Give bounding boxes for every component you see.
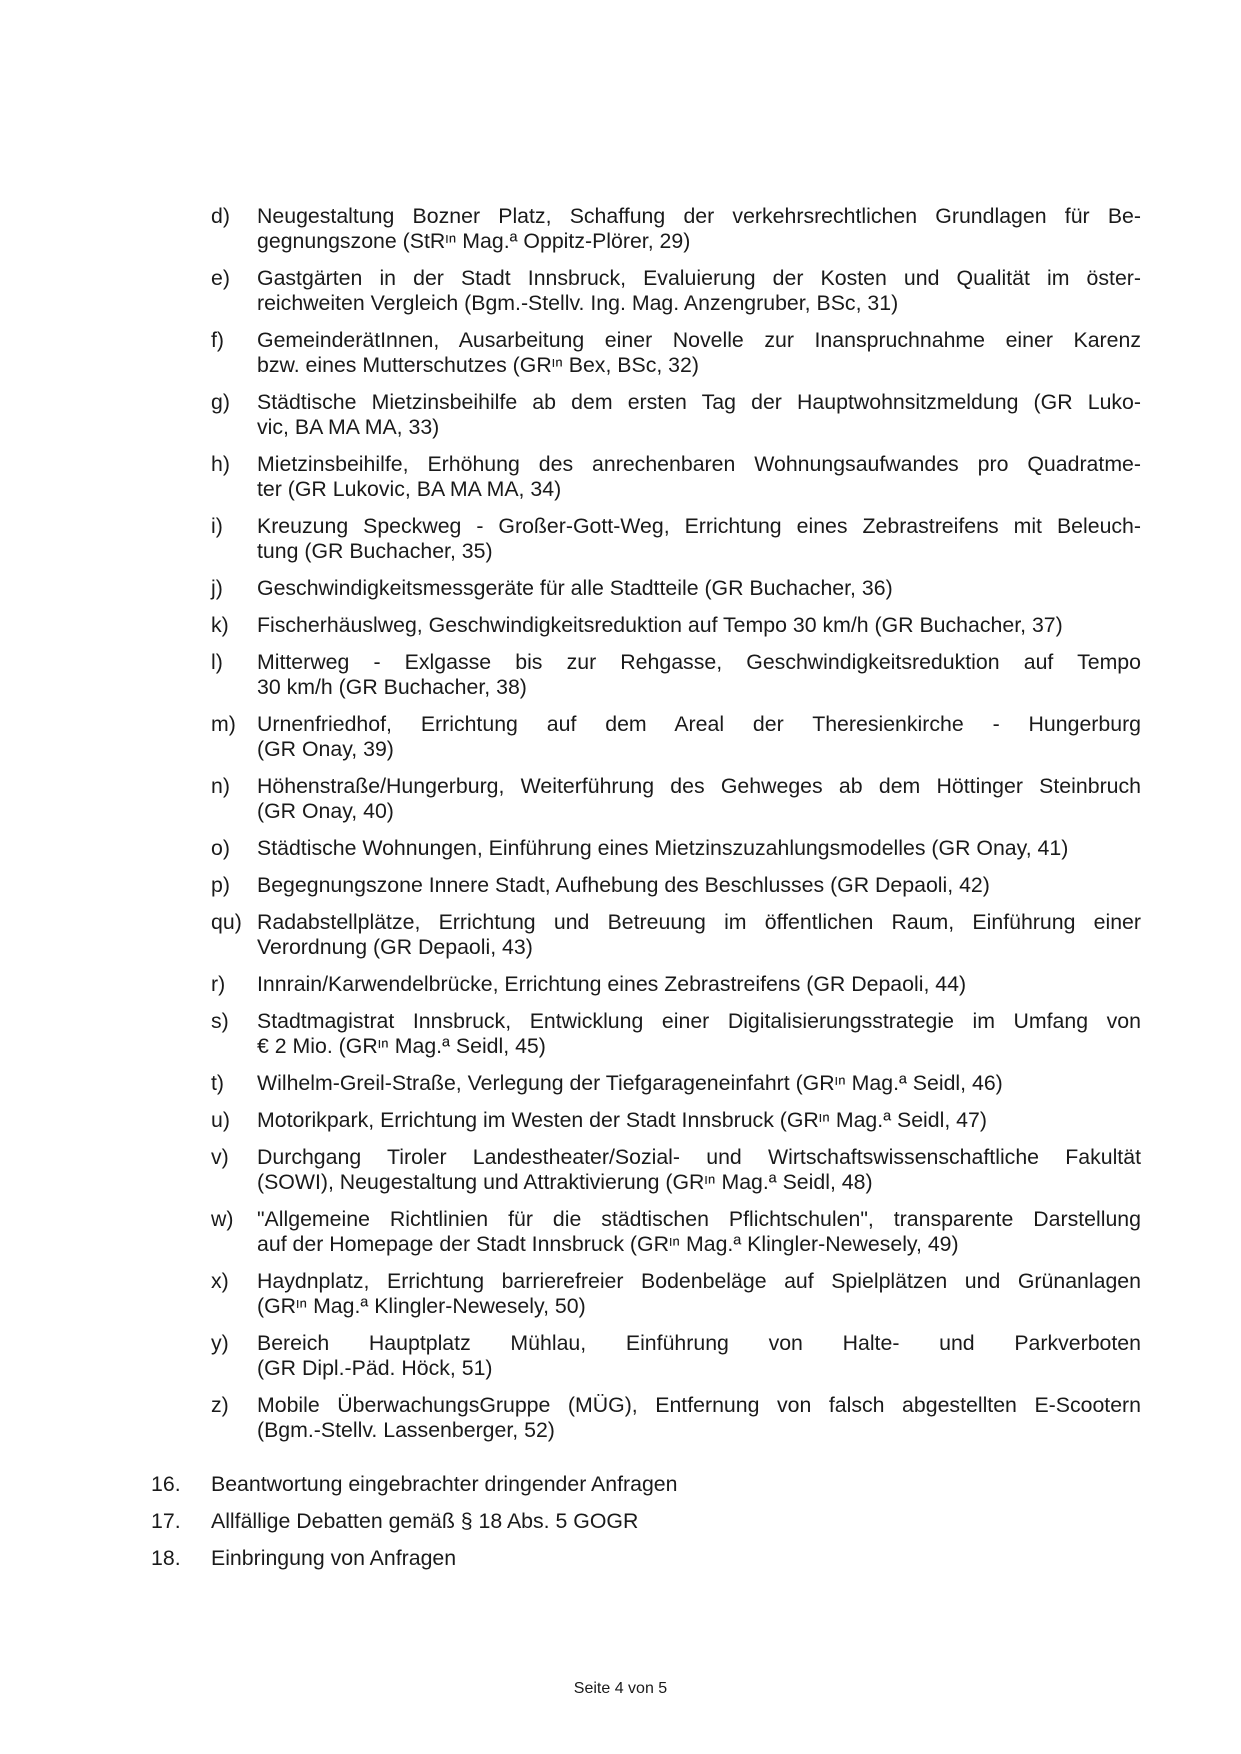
sub-item-line: "Allgemeine Richtlinien für die städtischen Pflichtschulen", transparente Darstellung — [257, 1207, 1141, 1231]
sub-item-line: bzw. eines Mutterschutzes (GRᶦⁿ Bex, BSc, 32) — [257, 353, 699, 377]
sub-item-text — [257, 1145, 1141, 1195]
sub-item-label: x) — [211, 1269, 229, 1293]
agenda-sub-item — [211, 514, 1141, 564]
sub-item-text — [257, 650, 1141, 700]
agenda-sub-item — [211, 910, 1141, 960]
agenda-sub-item — [211, 1009, 1141, 1059]
sub-item-label: e) — [211, 266, 230, 290]
agenda-sub-item-list — [211, 204, 1141, 1455]
sub-item-text — [257, 576, 1141, 601]
sub-item-label: o) — [211, 836, 230, 860]
sub-item-line: Neugestaltung Bozner Platz, Schaffung der verkehrsrechtlichen Grundlagen für Be- — [257, 204, 1141, 228]
sub-item-line: Stadtmagistrat Innsbruck, Entwicklung einer Digitalisierungsstrategie im Umfang von — [257, 1009, 1141, 1033]
agenda-main-item — [151, 1509, 1141, 1534]
agenda-sub-item — [211, 452, 1141, 502]
main-item-text: Einbringung von Anfragen — [211, 1546, 457, 1570]
sub-item-text — [257, 972, 1141, 997]
sub-item-text — [257, 452, 1141, 502]
sub-item-text — [257, 1331, 1141, 1381]
agenda-sub-item — [211, 1108, 1141, 1133]
sub-item-line: Verordnung (GR Depaoli, 43) — [257, 935, 533, 959]
sub-item-line: auf der Homepage der Stadt Innsbruck (GRᶦⁿ Mag.ª Klingler-Newesely, 49) — [257, 1232, 959, 1256]
main-item-number: 16. — [151, 1472, 181, 1496]
sub-item-label: m) — [211, 712, 236, 736]
sub-item-line: ter (GR Lukovic, BA MA MA, 34) — [257, 477, 562, 501]
sub-item-text — [257, 514, 1141, 564]
sub-item-line: Durchgang Tiroler Landestheater/Sozial- und Wirtschaftswissenschaftliche Fakultät — [257, 1145, 1141, 1169]
sub-item-line: Städtische Mietzinsbeihilfe ab dem ersten Tag der Hauptwohnsitzmeldung (GR Luko- — [257, 390, 1141, 414]
sub-item-line: GemeinderätInnen, Ausarbeitung einer Novelle zur Inanspruchnahme einer Karenz — [257, 328, 1141, 352]
sub-item-line: Mobile ÜberwachungsGruppe (MÜG), Entfernung von falsch abgestellten E-Scootern — [257, 1393, 1141, 1417]
sub-item-label: n) — [211, 774, 230, 798]
sub-item-line: (SOWI), Neugestaltung und Attraktivierung (GRᶦⁿ Mag.ª Seidl, 48) — [257, 1170, 873, 1194]
sub-item-line: (GRᶦⁿ Mag.ª Klingler-Newesely, 50) — [257, 1294, 586, 1318]
sub-item-line: (GR Onay, 40) — [257, 799, 394, 823]
sub-item-line: 30 km/h (GR Buchacher, 38) — [257, 675, 527, 699]
sub-item-line: Haydnplatz, Errichtung barrierefreier Bodenbeläge auf Spielplätzen und Grünanlagen — [257, 1269, 1141, 1293]
page-footer: Seite 4 von 5 — [573, 1680, 668, 1697]
agenda-sub-item — [211, 576, 1141, 601]
sub-item-label: qu) — [211, 910, 242, 934]
sub-item-label: h) — [211, 452, 230, 476]
sub-item-line: Bereich Hauptplatz Mühlau, Einführung von Halte- und Parkverboten — [257, 1331, 1141, 1355]
agenda-sub-item — [211, 836, 1141, 861]
sub-item-label: k) — [211, 613, 229, 637]
sub-item-text — [257, 1009, 1141, 1059]
agenda-sub-item — [211, 972, 1141, 997]
sub-item-text — [257, 1071, 1141, 1096]
sub-item-label: r) — [211, 972, 226, 996]
sub-item-line: Motorikpark, Errichtung im Westen der Stadt Innsbruck (GRᶦⁿ Mag.ª Seidl, 47) — [257, 1108, 987, 1132]
agenda-sub-item — [211, 1269, 1141, 1319]
agenda-sub-item — [211, 204, 1141, 254]
sub-item-line: vic, BA MA MA, 33) — [257, 415, 440, 439]
sub-item-label: w) — [211, 1207, 234, 1231]
sub-item-label: y) — [211, 1331, 229, 1355]
sub-item-line: Mietzinsbeihilfe, Erhöhung des anrechenbaren Wohnungsaufwandes pro Quadratme- — [257, 452, 1141, 476]
agenda-sub-item — [211, 390, 1141, 440]
sub-item-line: Innrain/Karwendelbrücke, Errichtung eines Zebrastreifens (GR Depaoli, 44) — [257, 972, 967, 996]
agenda-sub-item — [211, 1145, 1141, 1195]
sub-item-line: Fischerhäuslweg, Geschwindigkeitsreduktion auf Tempo 30 km/h (GR Buchacher, 37) — [257, 613, 1063, 637]
sub-item-line: (GR Onay, 39) — [257, 737, 394, 761]
sub-item-line: (GR Dipl.-Päd. Höck, 51) — [257, 1356, 493, 1380]
sub-item-line: Höhenstraße/Hungerburg, Weiterführung des Gehweges ab dem Höttinger Steinbruch — [257, 774, 1141, 798]
sub-item-label: f) — [211, 328, 225, 352]
main-item-number: 18. — [151, 1546, 181, 1570]
agenda-sub-item — [211, 873, 1141, 898]
sub-item-text — [257, 910, 1141, 960]
sub-item-text — [257, 390, 1141, 440]
sub-item-line: tung (GR Buchacher, 35) — [257, 539, 493, 563]
sub-item-line: gegnungszone (StRᶦⁿ Mag.ª Oppitz-Plörer, 29) — [257, 229, 691, 253]
sub-item-text — [257, 1393, 1141, 1443]
agenda-sub-item — [211, 1207, 1141, 1257]
sub-item-text — [257, 1108, 1141, 1133]
sub-item-line: Gastgärten in der Stadt Innsbruck, Evaluierung der Kosten und Qualität im öster- — [257, 266, 1141, 290]
sub-item-text — [257, 836, 1141, 861]
sub-item-label: u) — [211, 1108, 230, 1132]
agenda-sub-item — [211, 1393, 1141, 1443]
agenda-main-item — [151, 1472, 1141, 1497]
sub-item-line: Radabstellplätze, Errichtung und Betreuung im öffentlichen Raum, Einführung einer — [257, 910, 1141, 934]
main-item-text: Beantwortung eingebrachter dringender Anfragen — [211, 1472, 678, 1496]
agenda-main-item — [151, 1546, 1141, 1571]
sub-item-line: Geschwindigkeitsmessgeräte für alle Stadtteile (GR Buchacher, 36) — [257, 576, 893, 600]
sub-item-text — [257, 266, 1141, 316]
sub-item-label: l) — [211, 650, 223, 674]
sub-item-label: s) — [211, 1009, 229, 1033]
sub-item-text — [257, 1207, 1141, 1257]
sub-item-line: Urnenfriedhof, Errichtung auf dem Areal der Theresienkirche - Hungerburg — [257, 712, 1141, 736]
sub-item-label: j) — [211, 576, 223, 600]
agenda-sub-item — [211, 650, 1141, 700]
sub-item-text — [257, 774, 1141, 824]
sub-item-label: z) — [211, 1393, 229, 1417]
agenda-sub-item — [211, 712, 1141, 762]
sub-item-label: i) — [211, 514, 223, 538]
agenda-sub-item — [211, 1071, 1141, 1096]
sub-item-line: Wilhelm-Greil-Straße, Verlegung der Tiefgarageneinfahrt (GRᶦⁿ Mag.ª Seidl, 46) — [257, 1071, 1003, 1095]
sub-item-text — [257, 712, 1141, 762]
agenda-main-item-list — [151, 1472, 1141, 1583]
sub-item-line: reichweiten Vergleich (Bgm.-Stellv. Ing. Mag. Anzengruber, BSc, 31) — [257, 291, 899, 315]
sub-item-text — [257, 1269, 1141, 1319]
sub-item-label: d) — [211, 204, 230, 228]
main-item-number: 17. — [151, 1509, 181, 1533]
sub-item-text — [257, 204, 1141, 254]
sub-item-label: t) — [211, 1071, 225, 1095]
sub-item-text — [257, 613, 1141, 638]
agenda-sub-item — [211, 328, 1141, 378]
sub-item-text — [257, 873, 1141, 898]
sub-item-line: (Bgm.-Stellv. Lassenberger, 52) — [257, 1418, 555, 1442]
main-item-text: Allfällige Debatten gemäß § 18 Abs. 5 GOGR — [211, 1509, 639, 1533]
sub-item-label: p) — [211, 873, 230, 897]
sub-item-line: Mitterweg - Exlgasse bis zur Rehgasse, Geschwindigkeitsreduktion auf Tempo — [257, 650, 1141, 674]
sub-item-line: € 2 Mio. (GRᶦⁿ Mag.ª Seidl, 45) — [257, 1034, 546, 1058]
sub-item-text — [257, 328, 1141, 378]
sub-item-line: Kreuzung Speckweg - Großer-Gott-Weg, Errichtung eines Zebrastreifens mit Beleuch- — [257, 514, 1141, 538]
agenda-sub-item — [211, 613, 1141, 638]
sub-item-line: Städtische Wohnungen, Einführung eines Mietzinszuzahlungsmodelles (GR Onay, 41) — [257, 836, 1069, 860]
sub-item-label: g) — [211, 390, 230, 414]
sub-item-label: v) — [211, 1145, 229, 1169]
agenda-sub-item — [211, 1331, 1141, 1381]
sub-item-line: Begegnungszone Innere Stadt, Aufhebung des Beschlusses (GR Depaoli, 42) — [257, 873, 990, 897]
agenda-sub-item — [211, 774, 1141, 824]
agenda-sub-item — [211, 266, 1141, 316]
